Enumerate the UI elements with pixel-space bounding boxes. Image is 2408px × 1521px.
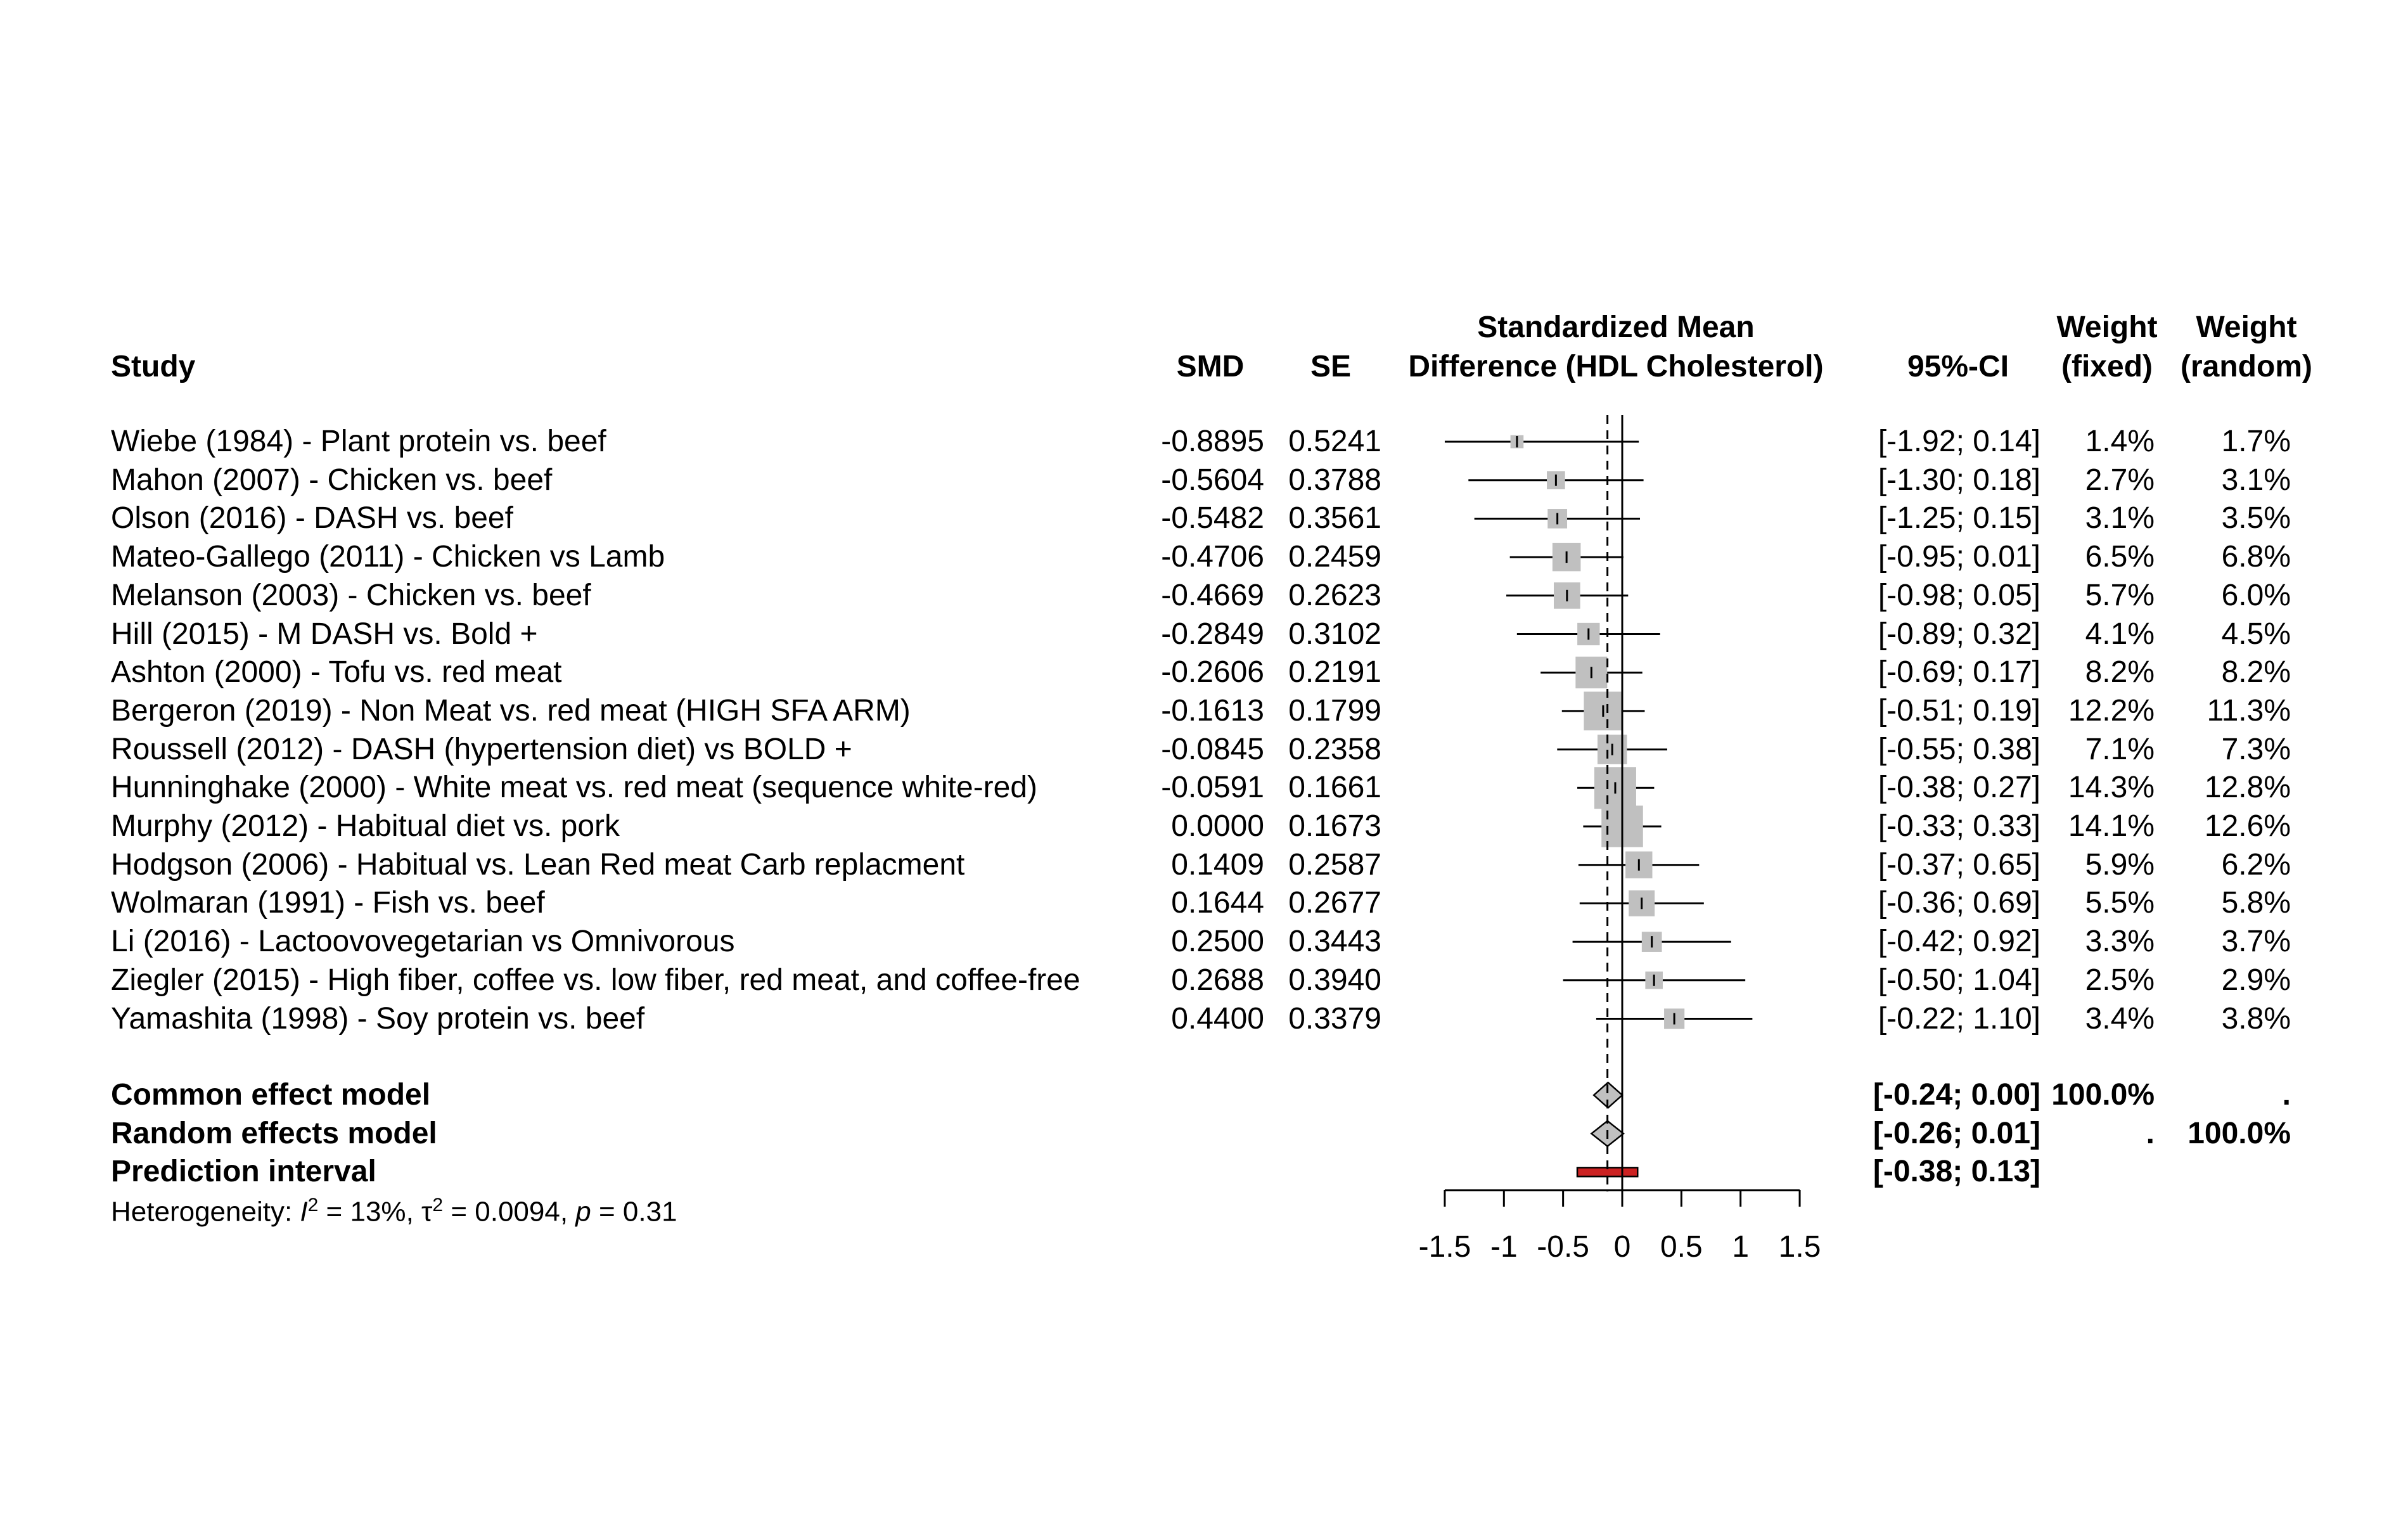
study-ci: [-1.30; 0.18] bbox=[1878, 463, 2040, 497]
study-smd: 0.0000 bbox=[1171, 809, 1264, 843]
study-se: 0.2358 bbox=[1288, 732, 1381, 766]
study-weight-fixed: 12.2% bbox=[2068, 693, 2155, 728]
study-ci: [-0.89; 0.32] bbox=[1878, 617, 2040, 651]
study-label: Roussell (2012) - DASH (hypertension diet) vs BOLD + bbox=[111, 732, 852, 766]
study-weight-fixed: 3.3% bbox=[2085, 925, 2155, 959]
header-smd: SMD bbox=[1176, 350, 1245, 383]
x-axis-tick-label: 0 bbox=[1613, 1230, 1631, 1264]
study-ci: [-1.92; 0.14] bbox=[1878, 425, 2040, 458]
study-ci: [-0.42; 0.92] bbox=[1878, 925, 2040, 959]
header-weight-fixed-line1: Weight bbox=[2056, 311, 2158, 344]
study-label: Hill (2015) - M DASH vs. Bold + bbox=[111, 617, 538, 651]
x-axis-tick-label: -1.5 bbox=[1418, 1230, 1471, 1264]
summary-weight-random: 100.0% bbox=[2187, 1116, 2291, 1150]
study-label: Melanson (2003) - Chicken vs. beef bbox=[111, 578, 591, 612]
study-weight-fixed: 6.5% bbox=[2085, 540, 2155, 574]
study-weight-fixed: 14.3% bbox=[2068, 771, 2155, 805]
study-smd: -0.5604 bbox=[1161, 463, 1264, 497]
study-ci: [-0.33; 0.33] bbox=[1878, 809, 2040, 843]
study-smd: 0.4400 bbox=[1171, 1001, 1264, 1036]
study-label: Ziegler (2015) - High fiber, coffee vs. low fiber, red meat, and coffee-free bbox=[111, 963, 1080, 997]
study-smd: -0.4669 bbox=[1161, 578, 1264, 612]
study-weight-random: 4.5% bbox=[2221, 617, 2291, 651]
header-effect-line1: Standardized Mean bbox=[1477, 311, 1755, 344]
header-weight-random-line2: (random) bbox=[2181, 350, 2312, 383]
study-se: 0.1799 bbox=[1288, 693, 1381, 728]
study-label: Mateo-Gallego (2011) - Chicken vs Lamb bbox=[111, 540, 665, 574]
study-weight-random: 3.1% bbox=[2221, 463, 2291, 497]
study-ci: [-0.38; 0.27] bbox=[1878, 771, 2040, 805]
study-weight-random: 5.8% bbox=[2221, 886, 2291, 920]
header-weight-random-line1: Weight bbox=[2196, 311, 2297, 344]
study-ci: [-0.98; 0.05] bbox=[1878, 578, 2040, 612]
study-se: 0.2677 bbox=[1288, 886, 1381, 920]
study-label: Bergeron (2019) - Non Meat vs. red meat (HIGH SFA ARM) bbox=[111, 693, 911, 728]
study-se: 0.3788 bbox=[1288, 463, 1381, 497]
study-weight-fixed: 5.7% bbox=[2085, 578, 2155, 612]
study-weight-fixed: 4.1% bbox=[2085, 617, 2155, 651]
summary-label: Common effect model bbox=[111, 1078, 431, 1112]
header-weight-fixed-line2: (fixed) bbox=[2061, 350, 2153, 383]
study-ci: [-1.25; 0.15] bbox=[1878, 501, 2040, 536]
study-label: Ashton (2000) - Tofu vs. red meat bbox=[111, 655, 562, 690]
study-smd: -0.8895 bbox=[1161, 425, 1264, 458]
study-se: 0.3940 bbox=[1288, 963, 1381, 997]
study-se: 0.3102 bbox=[1288, 617, 1381, 651]
study-label: Yamashita (1998) - Soy protein vs. beef bbox=[111, 1001, 645, 1036]
study-se: 0.5241 bbox=[1288, 425, 1381, 458]
summary-weight-random: . bbox=[2282, 1078, 2291, 1112]
summary-weight-fixed: . bbox=[2146, 1116, 2155, 1150]
study-ci: [-0.22; 1.10] bbox=[1878, 1001, 2040, 1036]
header-ci: 95%-CI bbox=[1907, 350, 2009, 383]
study-weight-random: 6.0% bbox=[2221, 578, 2291, 612]
study-weight-random: 12.6% bbox=[2204, 809, 2291, 843]
study-smd: -0.0845 bbox=[1161, 732, 1264, 766]
study-ci: [-0.37; 0.65] bbox=[1878, 847, 2040, 882]
study-weight-random: 11.3% bbox=[2206, 693, 2291, 728]
study-smd: -0.2849 bbox=[1161, 617, 1264, 651]
study-weight-random: 3.7% bbox=[2221, 925, 2291, 959]
study-se: 0.2191 bbox=[1288, 655, 1381, 690]
study-smd: 0.2688 bbox=[1171, 963, 1264, 997]
study-label: Mahon (2007) - Chicken vs. beef bbox=[111, 463, 553, 497]
study-weight-random: 7.3% bbox=[2221, 732, 2291, 766]
summary-ci: [-0.24; 0.00] bbox=[1873, 1078, 2040, 1112]
study-weight-random: 1.7% bbox=[2221, 425, 2291, 458]
study-se: 0.3443 bbox=[1288, 925, 1381, 959]
summary-weight-fixed: 100.0% bbox=[2051, 1078, 2155, 1112]
study-label: Li (2016) - Lactoovovegetarian vs Omnivorous bbox=[111, 925, 735, 959]
study-ci: [-0.51; 0.19] bbox=[1878, 693, 2040, 728]
study-label: Hunninghake (2000) - White meat vs. red meat (sequence white-red) bbox=[111, 771, 1038, 805]
study-weight-fixed: 2.7% bbox=[2085, 463, 2155, 497]
study-weight-random: 12.8% bbox=[2204, 771, 2291, 805]
study-se: 0.2587 bbox=[1288, 847, 1381, 882]
study-ci: [-0.69; 0.17] bbox=[1878, 655, 2040, 690]
study-smd: -0.5482 bbox=[1161, 501, 1264, 536]
study-weight-fixed: 2.5% bbox=[2085, 963, 2155, 997]
study-ci: [-0.36; 0.69] bbox=[1878, 886, 2040, 920]
study-label: Olson (2016) - DASH vs. beef bbox=[111, 501, 513, 536]
study-weight-random: 3.5% bbox=[2221, 501, 2291, 536]
study-weight-fixed: 3.4% bbox=[2085, 1001, 2155, 1036]
study-se: 0.1673 bbox=[1288, 809, 1381, 843]
header-se: SE bbox=[1310, 350, 1352, 383]
study-smd: 0.1409 bbox=[1171, 847, 1264, 882]
study-label: Wolmaran (1991) - Fish vs. beef bbox=[111, 886, 545, 920]
study-smd: 0.1644 bbox=[1171, 886, 1264, 920]
summary-ci: [-0.26; 0.01] bbox=[1873, 1116, 2040, 1150]
study-smd: -0.4706 bbox=[1161, 540, 1264, 574]
study-se: 0.2459 bbox=[1288, 540, 1381, 574]
study-label: Hodgson (2006) - Habitual vs. Lean Red meat Carb replacment bbox=[111, 847, 965, 882]
study-se: 0.3379 bbox=[1288, 1001, 1381, 1036]
study-weight-fixed: 14.1% bbox=[2068, 809, 2155, 843]
x-axis-tick-label: 1 bbox=[1732, 1230, 1750, 1264]
x-axis-tick-label: 1.5 bbox=[1778, 1230, 1821, 1264]
study-label: Murphy (2012) - Habitual diet vs. pork bbox=[111, 809, 620, 843]
study-weight-random: 3.8% bbox=[2221, 1001, 2291, 1036]
prediction-ci: [-0.38; 0.13] bbox=[1873, 1155, 2040, 1189]
study-se: 0.1661 bbox=[1288, 771, 1381, 805]
x-axis-tick-label: 0.5 bbox=[1660, 1230, 1703, 1264]
study-label: Wiebe (1984) - Plant protein vs. beef bbox=[111, 425, 606, 458]
x-axis-tick-label: -0.5 bbox=[1537, 1230, 1589, 1264]
study-smd: -0.1613 bbox=[1161, 693, 1264, 728]
study-smd: -0.2606 bbox=[1161, 655, 1264, 690]
study-smd: 0.2500 bbox=[1171, 925, 1264, 959]
study-weight-fixed: 7.1% bbox=[2085, 732, 2155, 766]
study-weight-random: 6.8% bbox=[2221, 540, 2291, 574]
prediction-label: Prediction interval bbox=[111, 1155, 376, 1189]
study-se: 0.3561 bbox=[1288, 501, 1381, 536]
study-weight-fixed: 5.5% bbox=[2085, 886, 2155, 920]
study-ci: [-0.50; 1.04] bbox=[1878, 963, 2040, 997]
study-ci: [-0.55; 0.38] bbox=[1878, 732, 2040, 766]
study-ci: [-0.95; 0.01] bbox=[1878, 540, 2040, 574]
study-weight-random: 8.2% bbox=[2221, 655, 2291, 690]
study-se: 0.2623 bbox=[1288, 578, 1381, 612]
study-weight-random: 6.2% bbox=[2221, 847, 2291, 882]
study-weight-fixed: 1.4% bbox=[2085, 425, 2155, 458]
header-study: Study bbox=[111, 350, 196, 383]
study-weight-fixed: 3.1% bbox=[2085, 501, 2155, 536]
x-axis-tick-label: -1 bbox=[1490, 1230, 1518, 1264]
study-weight-random: 2.9% bbox=[2221, 963, 2291, 997]
heterogeneity-text: Heterogeneity: $I^2 = 13\%$, $\tau^2 = 0.0094$, p = 0.31 bbox=[111, 1195, 677, 1228]
summary-label: Random effects model bbox=[111, 1116, 437, 1150]
study-weight-fixed: 5.9% bbox=[2085, 847, 2155, 882]
study-weight-fixed: 8.2% bbox=[2085, 655, 2155, 690]
study-smd: -0.0591 bbox=[1161, 771, 1264, 805]
header-effect-line2: Difference (HDL Cholesterol) bbox=[1408, 350, 1824, 383]
